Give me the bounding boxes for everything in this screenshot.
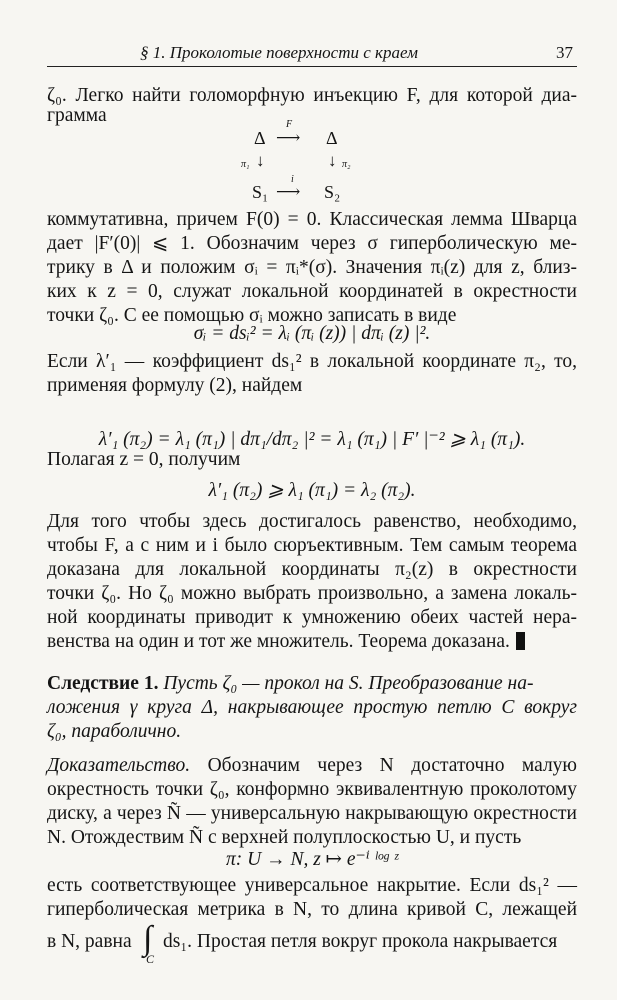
text-line: дает |F′(0)| ⩽ 1. Обозначим через σ гиперболическую ме- [47, 233, 577, 254]
formula: λ′₁ (π₂) ⩾ λ₁ (π₁) = λ₂ (π₂). [208, 480, 416, 501]
diagram-left-label: π₁ [241, 159, 250, 170]
text-line: грамма [47, 105, 107, 126]
corollary-line: ζ₀, параболично. [47, 721, 182, 742]
text-line [47, 630, 577, 654]
text-line: диску, а через Ñ — универсальную накрывающую окрестности [47, 803, 577, 824]
page-number: 37 [556, 43, 573, 62]
corollary-text: Пусть ζ₀ — прокол на S. Преобразование на- [163, 673, 534, 694]
text-line: ζ₀. Легко найти голоморфную инъекцию F, для которой диа- [47, 85, 577, 106]
formula: π: U → N, z ↦ e⁻ⁱ ˡᵒᵍ ᶻ [225, 849, 399, 870]
text-line: применяя формулу (2), найдем [47, 375, 303, 396]
proof-label: Доказательство. [47, 755, 191, 776]
proof-text: Обозначим через N достаточно малую [207, 755, 577, 776]
header-title: § 1. Проколотые поверхности с краем [140, 43, 418, 62]
formula: λ′₁ (π₂) = λ₁ (π₁) | dπ₁/dπ₂ |² = λ₁ (π₁) | F′ |⁻² ⩾ λ₁ (π₁). [98, 429, 526, 450]
diagram-top-left: Δ [254, 128, 266, 148]
corollary-label: Следствие 1. [47, 673, 159, 694]
integral-subscript: C [146, 952, 155, 966]
proof-line [47, 754, 577, 778]
text-line: N. Отождествим Ñ с верхней полуплоскостью U, и пусть [47, 827, 522, 848]
diagram-top-right: Δ [326, 128, 338, 148]
text-line: трику в Δ и положим σᵢ = πᵢ*(σ). Значения πᵢ(z) для z, близ- [47, 257, 577, 278]
diagram-bottom-arrow: ⟶ [276, 182, 301, 201]
text-line: есть соответствующее универсальное накрытие. Если ds₁² — [47, 875, 577, 896]
corollary-line: ложения γ круга Δ, накрывающее простую петлю C вокруг [47, 697, 577, 718]
text-line: доказана для локальной координаты π₂(z) в окрестности [47, 559, 577, 580]
diagram-bottom-label: i [291, 174, 294, 185]
integral-sign: ∫ [143, 920, 153, 957]
commutative-diagram [241, 118, 360, 214]
text-line: точки ζ₀. Но ζ₀ можно выбрать произвольно, а замена локаль- [47, 583, 577, 604]
diagram-top-label: F [286, 119, 293, 130]
text-line: Если λ′₁ — коэффициент ds₁² в локальной координате π₂, то, [47, 351, 577, 372]
diagram-right-arrow: ↓ [328, 151, 337, 170]
corollary-line [47, 672, 577, 696]
text-line: окрестность точки ζ₀, конформно эквивалентную проколотому [47, 779, 577, 800]
diagram-bottom-left: S₁ [252, 182, 269, 202]
text-line: ких к z = 0, служат локальной координатей в окрестности [47, 281, 577, 302]
text-line: ds₁. Простая петля вокруг прокола накрывается [163, 931, 558, 952]
formula: σᵢ = dsᵢ² = λᵢ (πᵢ (z)) | dπᵢ (z) |². [193, 323, 431, 344]
text-line: гиперболическая метрика в N, то длина кривой C, лежащей [47, 899, 577, 920]
diagram-left-arrow: ↓ [256, 151, 265, 170]
text-line: ной координаты приводит к умножению обеих частей нера- [47, 607, 577, 628]
text-line: Для того чтобы здесь достигалось равенство, необходимо, [47, 511, 577, 532]
running-header [47, 40, 577, 67]
qed-mark [516, 632, 525, 650]
diagram-bottom-right: S₂ [324, 182, 341, 202]
diagram-top-arrow: ⟶ [276, 128, 301, 147]
text-line: Полагая z = 0, получим [47, 449, 241, 470]
text-line: в N, равна [47, 931, 132, 952]
text-line: коммутативна, причем F(0) = 0. Классическая лемма Шварца [47, 209, 577, 230]
text-line: чтобы F, а с ним и i было сюръективным. Тем самым теорема [47, 535, 577, 556]
diagram-right-label: π₂ [342, 159, 351, 170]
text-line: точки ζ₀. С ее помощью σᵢ можно записать в виде [47, 305, 457, 326]
theorem-end-text: венства на один и тот же множитель. Теорема доказана. [47, 631, 510, 652]
